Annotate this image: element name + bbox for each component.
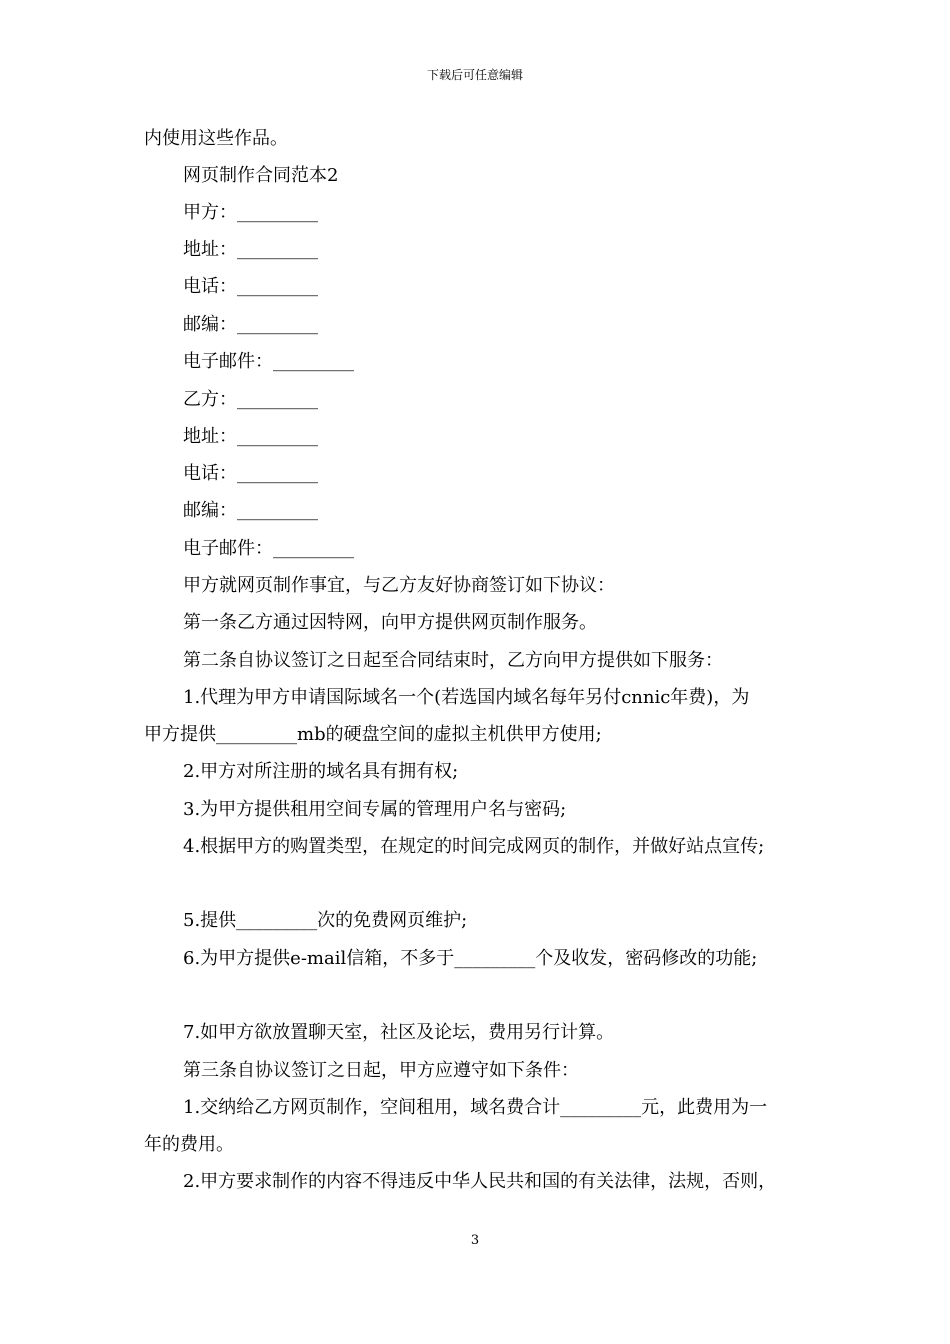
article-3: 第三条自协议签订之日起，甲方应遵守如下条件： [183, 1060, 579, 1081]
page-number: 3 [470, 1233, 480, 1248]
list-item: 2.甲方要求制作的内容不得违反中华人民共和国的有关法律，法规，否则， [183, 1171, 777, 1192]
party-b-postcode-field: 邮编：_________ [183, 500, 318, 521]
party-a-email-field: 电子邮件：_________ [183, 351, 354, 372]
list-item-continuation: 甲方提供_________mb的硬盘空间的虚拟主机供甲方使用; [144, 724, 602, 745]
party-b-email-field: 电子邮件：_________ [183, 538, 354, 559]
party-a-postcode-field: 邮编：_________ [183, 314, 318, 335]
party-b-address-field: 地址：_________ [183, 426, 318, 447]
list-item: 1.交纳给乙方网页制作，空间租用，域名费合计_________元，此费用为一 [183, 1097, 768, 1118]
party-a-phone-field: 电话：_________ [183, 276, 318, 297]
list-item: 2.甲方对所注册的域名具有拥有权; [183, 761, 459, 782]
list-item: 7.如甲方欲放置聊天室，社区及论坛，费用另行计算。 [183, 1022, 615, 1043]
list-item-continuation: 年的费用。 [144, 1134, 234, 1155]
list-item: 5.提供_________次的免费网页维护; [183, 910, 468, 931]
text-line: 甲方就网页制作事宜，与乙方友好协商签订如下协议： [183, 575, 615, 596]
list-item: 6.为甲方提供e-mail信箱，不多于_________个及收发，密码修改的功能; [183, 948, 758, 969]
page-header: 下载后可任意编辑 [426, 68, 523, 82]
party-a-address-field: 地址：_________ [183, 239, 318, 260]
section-title: 网页制作合同范本2 [183, 165, 339, 186]
list-item: 4.根据甲方的购置类型，在规定的时间完成网页的制作，并做好站点宣传; [183, 836, 765, 857]
text-line: 内使用这些作品。 [144, 128, 288, 149]
list-item: 3.为甲方提供租用空间专属的管理用户名与密码; [183, 799, 567, 820]
party-b-phone-field: 电话：_________ [183, 463, 318, 484]
article-1: 第一条乙方通过因特网，向甲方提供网页制作服务。 [183, 612, 597, 633]
party-a-name-field: 甲方：_________ [183, 202, 318, 223]
party-b-name-field: 乙方：_________ [183, 389, 318, 410]
list-item: 1.代理为甲方申请国际域名一个(若选国内域名每年另付cnnic年费)，为 [183, 687, 750, 708]
article-2: 第二条自协议签订之日起至合同结束时，乙方向甲方提供如下服务： [183, 650, 723, 671]
